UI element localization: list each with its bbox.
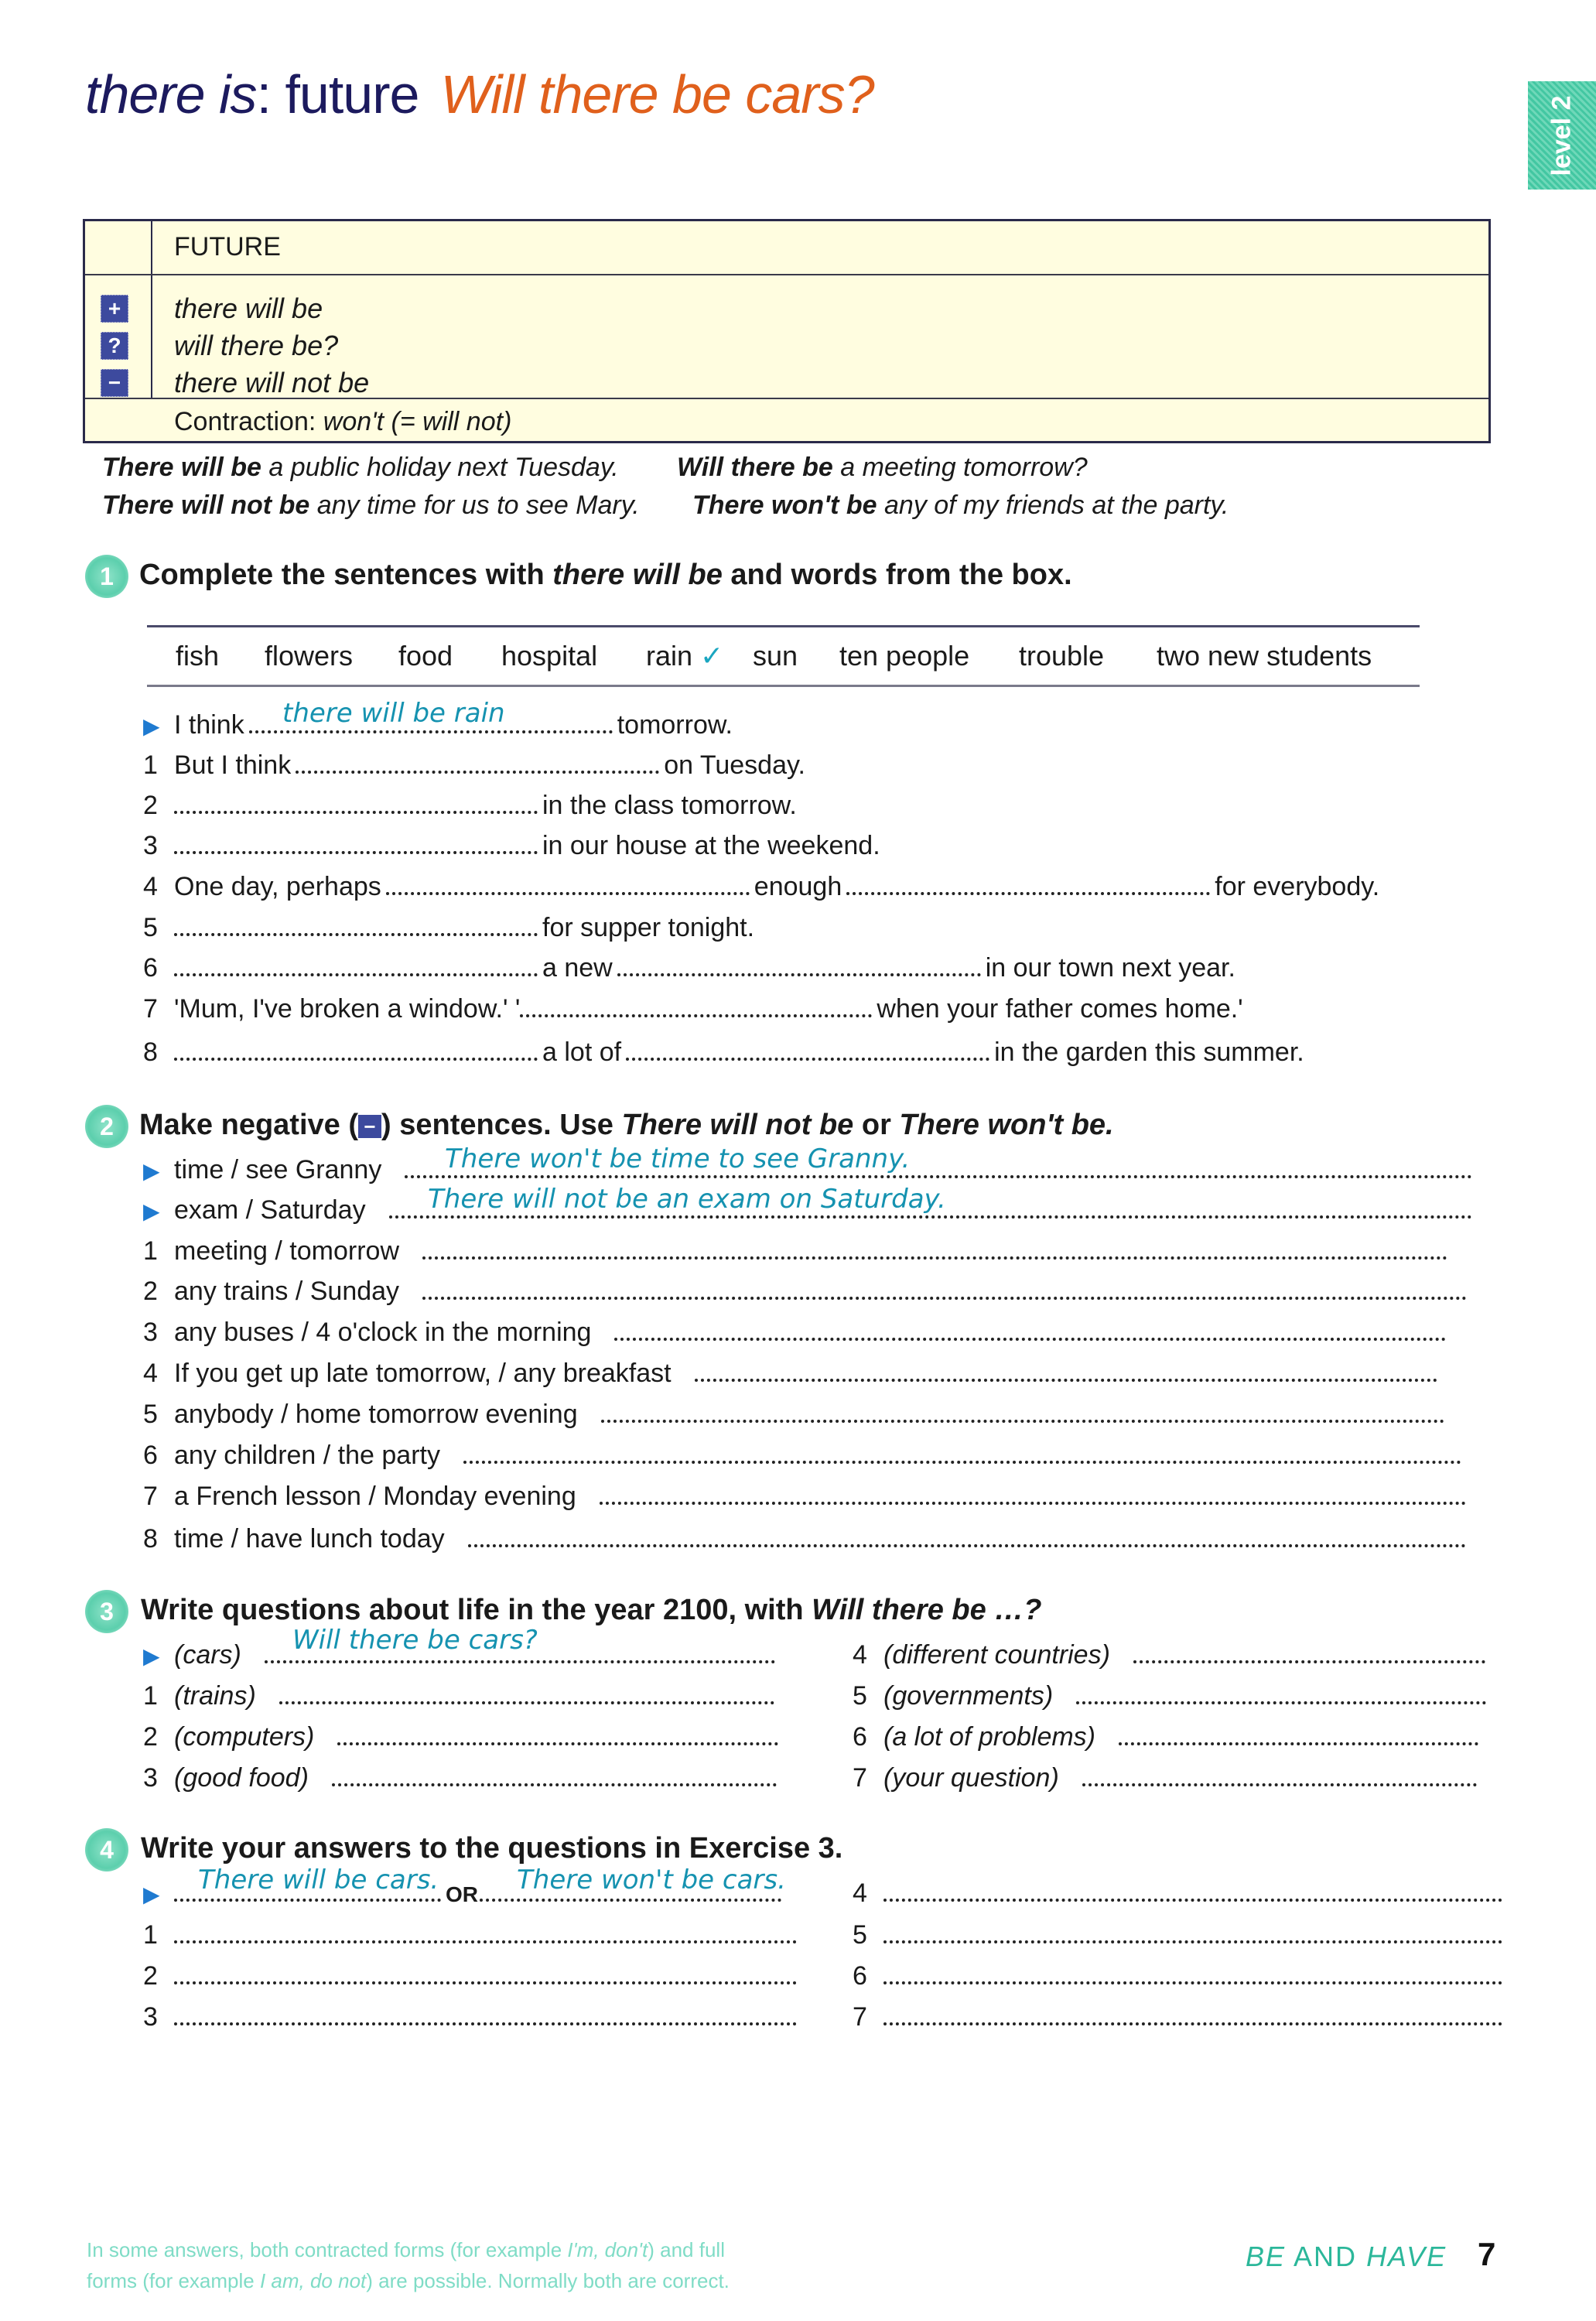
page-title [85,63,874,125]
item-number: 7 [143,994,158,1024]
negative-icon: − [358,1115,381,1138]
exercise4-item [853,1920,1507,1950]
sentence-part: for supper tonight. [542,913,755,942]
section-label-part: BE [1246,2241,1287,2272]
handwritten-answer: There won't be cars. [517,1865,786,1895]
exercise2-item [143,1524,1471,1554]
word-item: flowers [265,640,354,672]
item-number: 5 [143,1400,158,1429]
heading-text: ) sentences. Use [381,1109,622,1141]
item-number: 6 [143,1441,158,1470]
page-number: 7 [1478,2236,1496,2272]
answer-blank[interactable] [174,1899,441,1902]
heading-emphasis: Will there be …? [812,1594,1042,1626]
exercise1-item [143,750,805,781]
prompt: (cars) [174,1640,241,1670]
prompt: (a lot of problems) [883,1722,1095,1752]
word-item: fish [176,640,220,672]
answer-blank[interactable] [520,1014,872,1017]
play-arrow-icon: ▶ [143,1644,160,1668]
title-part2: : future [256,64,419,125]
sentence-part: I think [174,710,244,740]
play-arrow-icon: ▶ [143,1882,160,1906]
exercise2-item [143,1441,1466,1471]
example-rest: any of my friends at the party. [877,491,1229,520]
exercise2-item [143,1277,1471,1307]
answer-blank[interactable] [468,1544,1466,1547]
answer-blank[interactable] [614,1338,1446,1341]
sentence-part: tomorrow. [617,710,733,740]
sentence-part: in the garden this summer. [994,1037,1304,1067]
heading-text: Make negative ( [139,1109,358,1141]
exercise-number-badge: 4 [85,1828,128,1871]
word-item: trouble [1019,640,1105,672]
prompt: (good food) [174,1763,309,1793]
answer-blank[interactable] [386,892,750,895]
sentence-part: a lot of [542,1037,622,1067]
play-arrow-icon: ▶ [143,1199,160,1223]
title-part1: there is [85,64,257,125]
footer-note-line [87,2265,730,2296]
sentence-part: enough [754,872,842,901]
answer-blank[interactable] [174,1981,797,1984]
answer-blank[interactable] [174,851,538,854]
table-divider [151,221,152,398]
footer-note-line [87,2234,730,2265]
play-arrow-icon: ▶ [143,714,160,738]
handwritten-answer: There will be cars. [198,1865,439,1895]
prompt: (trains) [174,1681,256,1711]
or-label: OR [446,1882,478,1906]
exercise3-item [143,1722,783,1752]
item-number: 1 [143,1920,158,1950]
exercise4-item [143,1961,801,1991]
item-number: 4 [143,1359,158,1388]
note-text: In some answers, both contracted forms (for example [87,2238,568,2261]
item-number: 3 [143,2002,158,2032]
word-item: ten people [839,640,970,672]
prompt: time / see Granny [174,1155,382,1184]
answer-blank[interactable] [279,1701,774,1704]
example-sentence [692,491,1229,521]
heading-text: Write questions about life in the year 2100, with [141,1594,812,1626]
answer-blank[interactable] [480,1899,781,1902]
item-number: 6 [143,953,158,983]
prompt: any buses / 4 o'clock in the morning [174,1318,592,1347]
note-emphasis: I'm, don't [567,2238,648,2261]
exercise3-item [853,1640,1490,1670]
item-number: 2 [143,1722,158,1752]
sentence-part: One day, perhaps [174,872,381,901]
answer-blank[interactable] [883,1940,1502,1943]
table-rule [85,274,1488,275]
answer-blank[interactable] [463,1461,1461,1464]
example-bold: Will there be [677,453,833,482]
word-item [646,640,723,672]
prompt: (governments) [883,1681,1054,1711]
heading-emphasis: there will be [552,559,723,591]
answer-blank[interactable] [1119,1742,1478,1745]
exercise2-item [143,1482,1471,1512]
question-icon: ? [101,332,128,360]
heading-emphasis: There will not be [621,1109,854,1141]
sentence-part: But I think [174,750,292,780]
exercise1-item [143,791,797,821]
exercise4-item [853,2002,1507,2032]
example-sentence [102,491,640,521]
contraction-note [174,407,511,437]
item-number: 4 [853,1640,867,1670]
table-row-negative: there will not be [174,367,370,398]
answer-blank[interactable] [265,1660,775,1663]
answer-blank[interactable] [883,2022,1502,2025]
grammar-table [83,219,1491,443]
word-item-label: rain [646,640,693,672]
example-rest: a meeting tomorrow? [832,453,1088,482]
item-number: 6 [853,1722,867,1752]
answer-blank[interactable] [601,1420,1444,1423]
answer-blank[interactable] [332,1783,777,1786]
exercise4-heading: Write your answers to the questions in Exercise 3. [141,1832,843,1865]
answer-blank[interactable] [695,1379,1437,1382]
word-item: two new students [1157,640,1372,672]
exercise4-item [143,1920,801,1950]
section-label [1246,2241,1447,2273]
exercise4-item [143,2002,801,2032]
example-rest: a public holiday next Tuesday. [261,453,619,482]
heading-emphasis: There won't be. [899,1109,1114,1141]
table-row-positive: there will be [174,292,323,324]
prompt: If you get up late tomorrow, / any breakfast [174,1359,672,1388]
answer-blank[interactable] [1133,1660,1485,1663]
answer-blank[interactable] [1082,1783,1477,1786]
item-number: 1 [143,1681,158,1711]
answer-blank[interactable] [174,933,538,936]
positive-icon: + [101,295,128,323]
exercise3-heading [141,1594,1042,1627]
answer-blank[interactable] [337,1742,778,1745]
answer-blank[interactable] [174,811,538,814]
item-number: 3 [143,1318,158,1347]
handwritten-answer: There will not be an exam on Saturday. [428,1184,946,1215]
item-number: 6 [853,1961,867,1991]
item-number: 2 [143,1961,158,1991]
word-item: sun [753,640,798,672]
item-number: 3 [143,831,158,860]
exercise1-item [143,953,1235,983]
prompt: (your question) [883,1763,1059,1793]
play-arrow-icon: ▶ [143,1159,160,1183]
word-item: food [398,640,453,672]
word-box [147,625,1420,687]
exercise-number-badge: 2 [85,1105,128,1148]
section-label-part: AND [1286,2241,1367,2272]
answer-blank[interactable] [296,771,659,774]
item-number: 5 [853,1681,867,1711]
item-number: 2 [143,1277,158,1306]
item-number: 3 [143,1763,158,1793]
item-number: 5 [143,913,158,942]
negative-icon: − [101,369,128,397]
prompt: (different countries) [883,1640,1110,1670]
answer-blank[interactable] [174,1940,797,1943]
prompt: exam / Saturday [174,1195,366,1225]
prompt: (computers) [174,1722,315,1752]
exercise-number-badge: 1 [85,555,128,598]
item-number: 1 [143,750,158,780]
exercise3-item [853,1763,1482,1793]
title-question: Will there be cars? [440,64,874,125]
item-number: 8 [143,1524,158,1554]
prompt: meeting / tomorrow [174,1236,399,1266]
answer-blank[interactable] [600,1502,1466,1505]
note-text: ) and full [648,2238,725,2261]
check-icon: ✓ [700,640,724,672]
table-row-question: will there be? [174,330,339,361]
exercise2-item [143,1318,1451,1348]
item-number: 7 [143,1482,158,1511]
exercise1-item [143,994,1243,1024]
answer-blank[interactable] [846,892,1210,895]
exercise2-item [143,1400,1449,1430]
level-tab-label: level 2 [1546,95,1577,176]
exercise-number-badge: 3 [85,1590,128,1633]
prompt: time / have lunch today [174,1524,445,1554]
item-number: 2 [143,791,158,820]
sentence-part: in the class tomorrow. [542,791,797,820]
answer-blank[interactable] [422,1297,1467,1300]
item-number: 8 [143,1037,158,1067]
title-grammar [85,64,419,125]
item-number: 1 [143,1236,158,1266]
item-number: 5 [853,1920,867,1950]
note-text: forms (for example [87,2269,260,2292]
example-bold: There will be [102,453,261,482]
sentence-part: 'Mum, I've broken a window.' ' [174,994,521,1024]
exercise1-heading [139,559,1072,592]
section-label-part: HAVE [1366,2241,1447,2272]
heading-text: and words from the box. [722,559,1072,591]
exercise3-item [853,1681,1491,1711]
exercise2-item [143,1236,1452,1266]
heading-text: or [853,1109,900,1141]
exercise3-item [143,1681,779,1711]
prompt: anybody / home tomorrow evening [174,1400,578,1429]
answer-blank[interactable] [174,2022,797,2025]
item-number: 4 [143,872,158,901]
answer-blank[interactable] [883,1981,1502,1984]
prompt: a French lesson / Monday evening [174,1482,576,1511]
sentence-part: on Tuesday. [664,750,805,780]
exercise1-item [143,913,754,943]
answer-blank[interactable] [174,973,538,976]
example-bold: There won't be [692,491,877,520]
answer-blank[interactable] [883,1899,1502,1902]
answer-blank[interactable] [1076,1701,1486,1704]
item-number: 7 [853,2002,867,2032]
exercise3-item [143,1763,781,1793]
prompt: any trains / Sunday [174,1277,400,1306]
contraction-label: Contraction: [174,407,323,436]
exercise2-item [143,1359,1442,1389]
handwritten-answer: There won't be time to see Granny. [445,1143,911,1174]
level-tab [1528,81,1596,190]
handwritten-answer: there will be rain [282,698,505,729]
exercise2-heading [139,1109,1114,1142]
footer-note [87,2234,730,2296]
handwritten-answer: Will there be cars? [292,1625,538,1656]
answer-blank[interactable] [617,973,981,976]
heading-text: Complete the sentences with [139,559,553,591]
exercise1-item [143,831,880,861]
example-sentence [102,453,619,483]
exercise4-item [853,1961,1507,1991]
prompt: any children / the party [174,1441,440,1470]
sentence-part: a new [542,953,613,983]
contraction-value: won't (= will not) [323,407,512,436]
exercise3-item [853,1722,1483,1752]
exercise1-item [143,872,1379,902]
sentence-part: in our town next year. [985,953,1235,983]
answer-blank[interactable] [422,1256,1447,1260]
item-number: 4 [853,1878,867,1908]
note-emphasis: I am, do not [259,2269,367,2292]
sentence-part: when your father comes home.' [877,994,1243,1024]
table-heading: FUTURE [174,232,281,261]
word-item: hospital [501,640,598,672]
exercise4-item [853,1878,1507,1909]
sentence-part: for everybody. [1215,872,1380,901]
example-bold: There will not be [102,491,310,520]
item-number: 7 [853,1763,867,1793]
answer-blank[interactable] [174,1058,538,1061]
example-rest: any time for us to see Mary. [309,491,640,520]
note-text: ) are possible. Normally both are correct. [366,2269,730,2292]
example-sentence [677,453,1088,483]
answer-blank[interactable] [405,1175,1472,1178]
answer-blank[interactable] [249,730,613,733]
exercise1-item [143,1037,1304,1068]
sentence-part: in our house at the weekend. [542,831,880,860]
answer-blank[interactable] [626,1058,989,1061]
answer-blank[interactable] [389,1215,1472,1219]
